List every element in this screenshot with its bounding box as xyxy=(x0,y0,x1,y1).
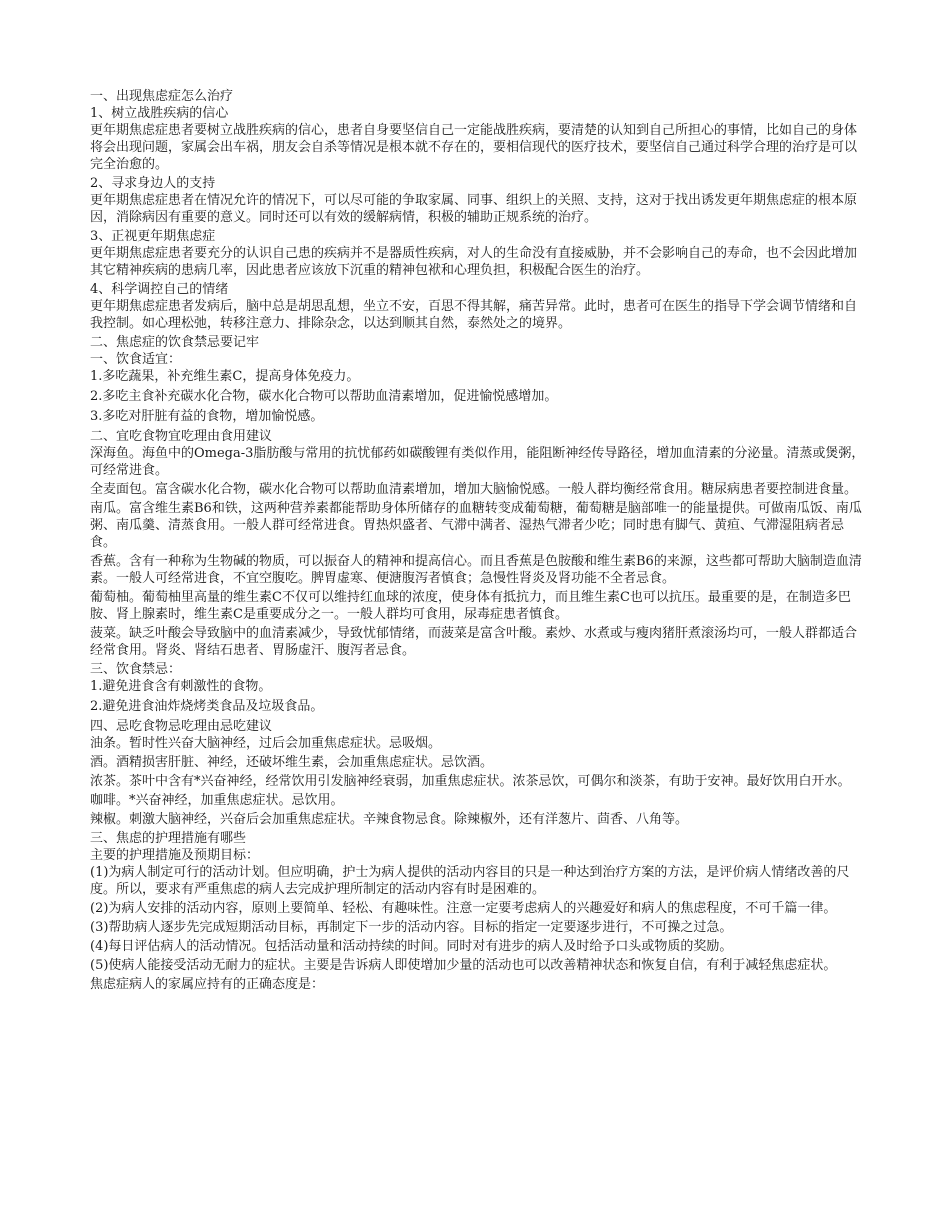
paragraph-confidence: 更年期焦虑症患者要树立战胜疾病的信心，患者自身要坚信自己一定能战胜疾病，要清楚的认知到自己所担心的事情，比如自己的身体将会出现问题，家属会出车祸，朋友会自杀等情况是根本就不存在的，要相信现代的医疗技术，要坚信自己通过科学合理的治疗是可以完全治愈的。 xyxy=(90,123,858,172)
paragraph-face-illness: 更年期焦虑症患者要充分的认识自己患的疾病并不是器质性疾病，对人的生命没有直接威胁，并不会影响自己的寿命，也不会因此增加其它精神疾病的患病几率，因此患者应该放下沉重的精神包袱和心理负担，积极配合医生的治疗。 xyxy=(90,246,858,278)
paragraph-nursing-4: (4)每日评估病人的活动情况。包括活动量和活动持续的时间。同时对有进步的病人及时给予口头或物质的奖励。 xyxy=(90,939,733,954)
paragraph-support: 更年期焦虑症患者在情况允许的情况下，可以尽可能的争取家属、同事、组织上的关照、支持，这对于找出诱发更年期焦虑症的根本原因，消除病因有重要的意义。同时还可以有效的缓解病情，积极的辅助正规系统的治疗。 xyxy=(90,193,858,225)
subheading-face-illness: 3、正视更年期焦虑症 xyxy=(90,229,216,244)
subheading-avoid-foods: 四、忌吃食物忌吃理由忌吃建议 xyxy=(90,719,273,734)
subheading-nursing-goals: 主要的护理措施及预期目标： xyxy=(90,848,260,863)
subheading-recommended-foods: 二、宜吃食物宜吃理由食用建议 xyxy=(90,429,273,444)
paragraph-alcohol: 酒。酒精损害肝脏、神经，还破坏维生素，会加重焦虑症状。忌饮酒。 xyxy=(90,755,494,770)
section-heading-treatment: 一、出现焦虑症怎么治疗 xyxy=(90,89,234,104)
paragraph-pumpkin: 南瓜。富含维生素B6和铁，这两种营养素都能帮助身体所储存的血糖转变成葡萄糖，葡萄糖是脑部唯一的能量提供。可做南瓜饭、南瓜粥、南瓜羹、清蒸食用。一般人群可经常进食。胃热炽盛者、气滞中满者、湿热气滞者少吃；同时患有脚气、黄疸、气滞湿阻病者忌食。 xyxy=(90,501,862,550)
paragraph-nursing-3: (3)帮助病人逐步先完成短期活动目标，再制定下一步的活动内容。目标的指定一定要逐步进行，不可操之过急。 xyxy=(90,920,733,935)
paragraph-nursing-1: (1)为病人制定可行的活动计划。但应明确，护士为病人提供的活动内容目的只是一种达到治疗方案的方法，是评价病人情绪改善的尺度。所以，要求有严重焦虑的病人去完成护理所制定的活动内容有时是困难的。 xyxy=(90,865,850,897)
list-item-diet-3: 3.多吃对肝脏有益的食物，增加愉悦感。 xyxy=(90,409,324,424)
paragraph-nursing-5: (5)使病人能接受活动无耐力的症状。主要是告诉病人即使增加少量的活动也可以改善精神状态和恢复自信，有利于减轻焦虑症状。 xyxy=(90,958,837,973)
subheading-confidence: 1、树立战胜疾病的信心 xyxy=(90,106,229,121)
paragraph-grapefruit: 葡萄柚。葡萄柚里高量的维生素C不仅可以维持红血球的浓度，使身体有抵抗力，而且维生素C也可以抗压。最重要的是，在制造多巴胺、肾上腺素时，维生素C是重要成分之一。一般人群均可食用，尿毒症患者慎食。 xyxy=(90,590,851,622)
paragraph-nursing-2: (2)为病人安排的活动内容，原则上要简单、轻松、有趣味性。注意一定要考虑病人的兴趣爱好和病人的焦虑程度，不可千篇一律。 xyxy=(90,901,837,916)
subheading-diet-taboo: 三、饮食禁忌： xyxy=(90,662,182,677)
list-item-taboo-2: 2.避免进食油炸烧烤类食品及垃圾食品。 xyxy=(90,699,324,714)
subheading-diet-suitable: 一、饮食适宜： xyxy=(90,352,182,367)
section-heading-nursing: 三、焦虑的护理措施有哪些 xyxy=(90,831,247,846)
subheading-emotion-control: 4、科学调控自己的情绪 xyxy=(90,282,229,297)
paragraph-banana: 香蕉。含有一种称为生物碱的物质，可以振奋人的精神和提高信心。而且香蕉是色胺酸和维生素B6的来源，这些都可帮助大脑制造血清素。一般人可经常进食，不宜空腹吃。脾胃虚寒、便溏腹泻者慎食；急慢性肾炎及肾功能不全者忌食。 xyxy=(90,554,862,586)
list-item-taboo-1: 1.避免进食含有刺激性的食物。 xyxy=(90,679,272,694)
paragraph-coffee: 咖啡。*兴奋神经，加重焦虑症状。忌饮用。 xyxy=(90,793,344,808)
paragraph-strong-tea: 浓茶。茶叶中含有*兴奋神经，经常饮用引发脑神经衰弱，加重焦虑症状。浓茶忌饮，可偶尔和淡茶，有助于安神。最好饮用白开水。 xyxy=(90,774,851,789)
subheading-family-attitude: 焦虑症病人的家属应持有的正确态度是： xyxy=(90,977,325,992)
subheading-support: 2、寻求身边人的支持 xyxy=(90,176,216,191)
section-heading-diet: 二、焦虑症的饮食禁忌要记牢 xyxy=(90,335,260,350)
paragraph-spinach: 菠菜。缺乏叶酸会导致脑中的血清素减少，导致忧郁情绪，而菠菜是富含叶酸。素炒、水煮或与瘦肉猪肝煮滚汤均可，一般人群都适合经常食用。肾炎、肾结石患者、胃肠虚汗、腹泻者忌食。 xyxy=(90,626,858,658)
paragraph-emotion-control: 更年期焦虑症患者发病后，脑中总是胡思乱想，坐立不安，百思不得其解，痛苦异常。此时，患者可在医生的指导下学会调节情绪和自我控制。如心理松弛，转移注意力、排除杂念，以达到顺其自然，泰然处之的境界。 xyxy=(90,299,858,331)
paragraph-chili: 辣椒。刺激大脑神经，兴奋后会加重焦虑症状。辛辣食物忌食。除辣椒外，还有洋葱片、茴香、八角等。 xyxy=(90,812,689,827)
document-body xyxy=(90,88,865,993)
paragraph-youtiao: 油条。暂时性兴奋大脑神经，过后会加重焦虑症状。忌吸烟。 xyxy=(90,736,442,751)
list-item-diet-1: 1.多吃蔬果，补充维生素C，提高身体免疫力。 xyxy=(90,369,360,384)
list-item-diet-2: 2.多吃主食补充碳水化合物，碳水化合物可以帮助血清素增加，促进愉悦感增加。 xyxy=(90,389,558,404)
paragraph-fish: 深海鱼。海鱼中的Omega-3脂肪酸与常用的抗忧郁药如碳酸锂有类似作用，能阻断神经传导路径，增加血清素的分泌量。清蒸或煲粥，可经常进食。 xyxy=(90,446,865,478)
paragraph-bread: 全麦面包。富含碳水化合物，碳水化合物可以帮助血清素增加，增加大脑愉悦感。一般人群均衡经常食用。糖尿病患者要控制进食量。 xyxy=(90,482,858,497)
